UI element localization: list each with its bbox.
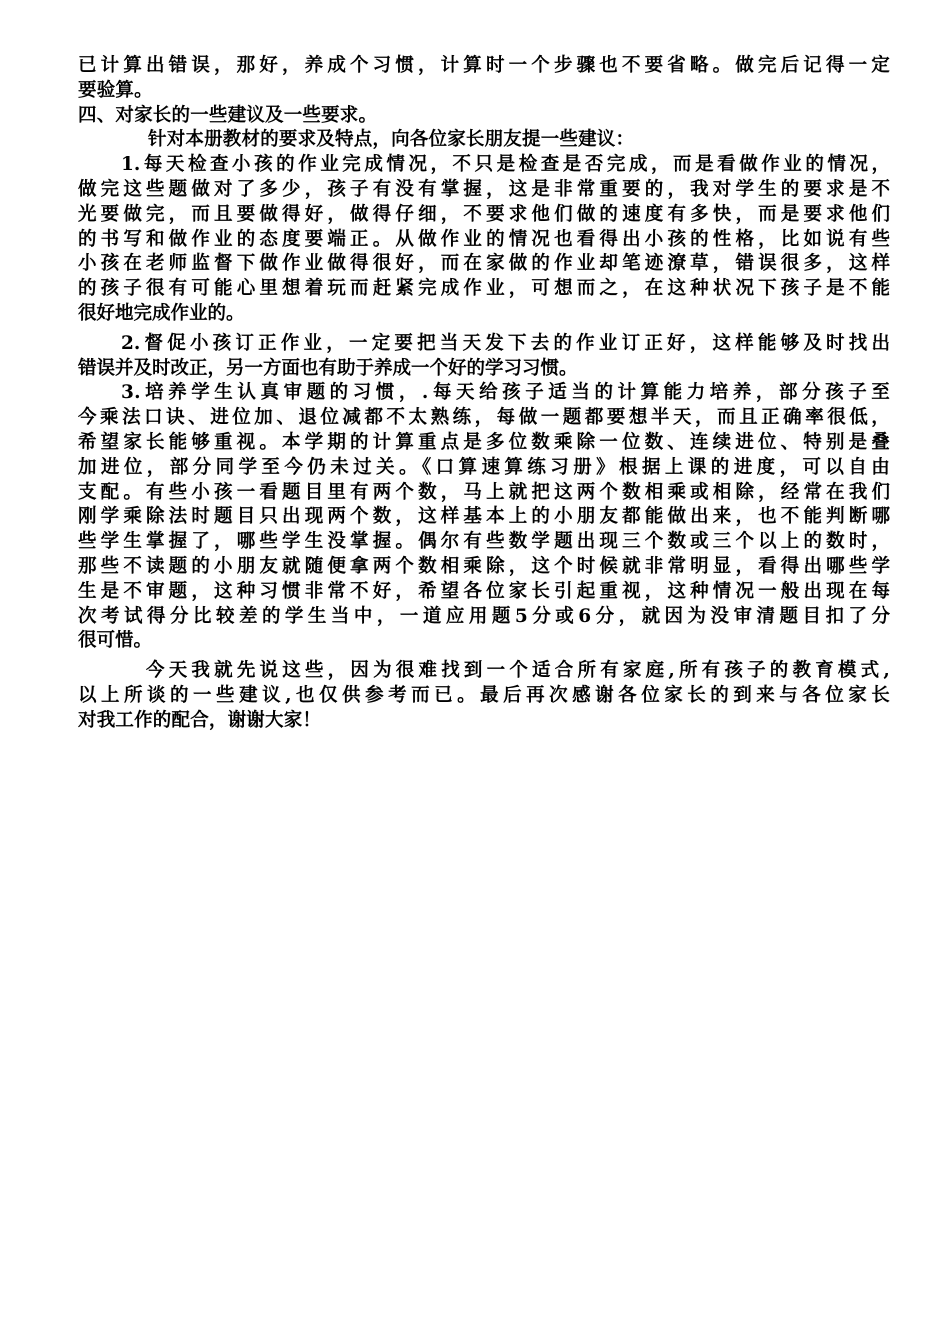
- item1-line-6: 的孩子很有可能心里想着玩而赶紧完成作业，可想而之，在这种状况下孩子是不能: [78, 278, 890, 300]
- item3-line-11: 很可惜。: [78, 630, 153, 652]
- item3-line-10: 次考试得分比较差的学生当中，一道应用题5分或6分，就因为没审清题目扣了分: [78, 605, 890, 627]
- item3-line-1: 3.培养学生认真审题的习惯，.每天给孩子适当的计算能力培养，部分孩子至: [121, 382, 890, 404]
- document-page: [78, 54, 890, 734]
- closing-line-3: 对我工作的配合，谢谢大家！: [78, 709, 322, 731]
- closing-line-1: 今天我就先说这些，因为很难找到一个适合所有家庭,所有孩子的教育模式,: [146, 660, 890, 682]
- item1-line-5: 小孩在老师监督下做作业做得很好，而在家做的作业却笔迹潦草，错误很多，这样: [78, 253, 890, 275]
- item3-line-3: 希望家长能够重视。本学期的计算重点是多位数乘除一位数、连续进位、特别是叠: [78, 431, 890, 453]
- item1-line-3: 光要做完，而且要做得好，做得仔细，不要求他们做的速度有多快，而是要求他们: [78, 203, 890, 225]
- item2-line-1: 2.督促小孩订正作业，一定要把当天发下去的作业订正好，这样能够及时找出: [121, 332, 890, 354]
- item3-line-9: 生是不审题，这种习惯非常不好，希望各位家长引起重视，这种情况一般出现在每: [78, 580, 890, 602]
- intro-line: 针对本册教材的要求及特点，向各位家长朋友提一些建议：: [148, 129, 635, 151]
- section-heading: 四、对家长的一些建议及一些要求。: [78, 104, 378, 126]
- item1-line-1: 1.每天检查小孩的作业完成情况，不只是检查是否完成，而是看做作业的情况，: [121, 154, 890, 176]
- item3-line-2: 今乘法口诀、进位加、退位减都不太熟练，每做一题都要想半天，而且正确率很低，: [78, 407, 890, 429]
- continuation-line-2: 要验算。: [78, 79, 153, 101]
- item3-line-8: 那些不读题的小朋友就随便拿两个数相乘除，这个时候就非常明显，看得出哪些学: [78, 555, 890, 577]
- item1-line-4: 的书写和做作业的态度要端正。从做作业的情况也看得出小孩的性格，比如说有些: [78, 228, 890, 250]
- item1-line-7: 很好地完成作业的。: [78, 302, 245, 324]
- item3-line-7: 些学生掌握了，哪些学生没掌握。偶尔有些数学题出现三个数或三个以上的数时，: [78, 531, 890, 553]
- item3-line-6: 刚学乘除法时题目只出现两个数，这样基本上的小朋友都能做出来，也不能判断哪: [78, 506, 890, 528]
- item2-line-2: 错误并及时改正，另一方面也有助于养成一个好的学习习惯。: [78, 357, 578, 379]
- item3-line-5: 支配。有些小孩一看题目里有两个数，马上就把这两个数相乘或相除，经常在我们: [78, 481, 890, 503]
- item3-line-4: 加进位，部分同学至今仍未过关。《口算速算练习册》根据上课的进度，可以自由: [78, 456, 890, 478]
- closing-line-2: 以上所谈的一些建议,也仅供参考而已。最后再次感谢各位家长的到来与各位家长: [78, 684, 890, 706]
- continuation-line-1: 已计算出错误，那好，养成个习惯，计算时一个步骤也不要省略。做完后记得一定: [78, 55, 890, 76]
- item1-line-2: 做完这些题做对了多少，孩子有没有掌握，这是非常重要的，我对学生的要求是不: [78, 178, 890, 200]
